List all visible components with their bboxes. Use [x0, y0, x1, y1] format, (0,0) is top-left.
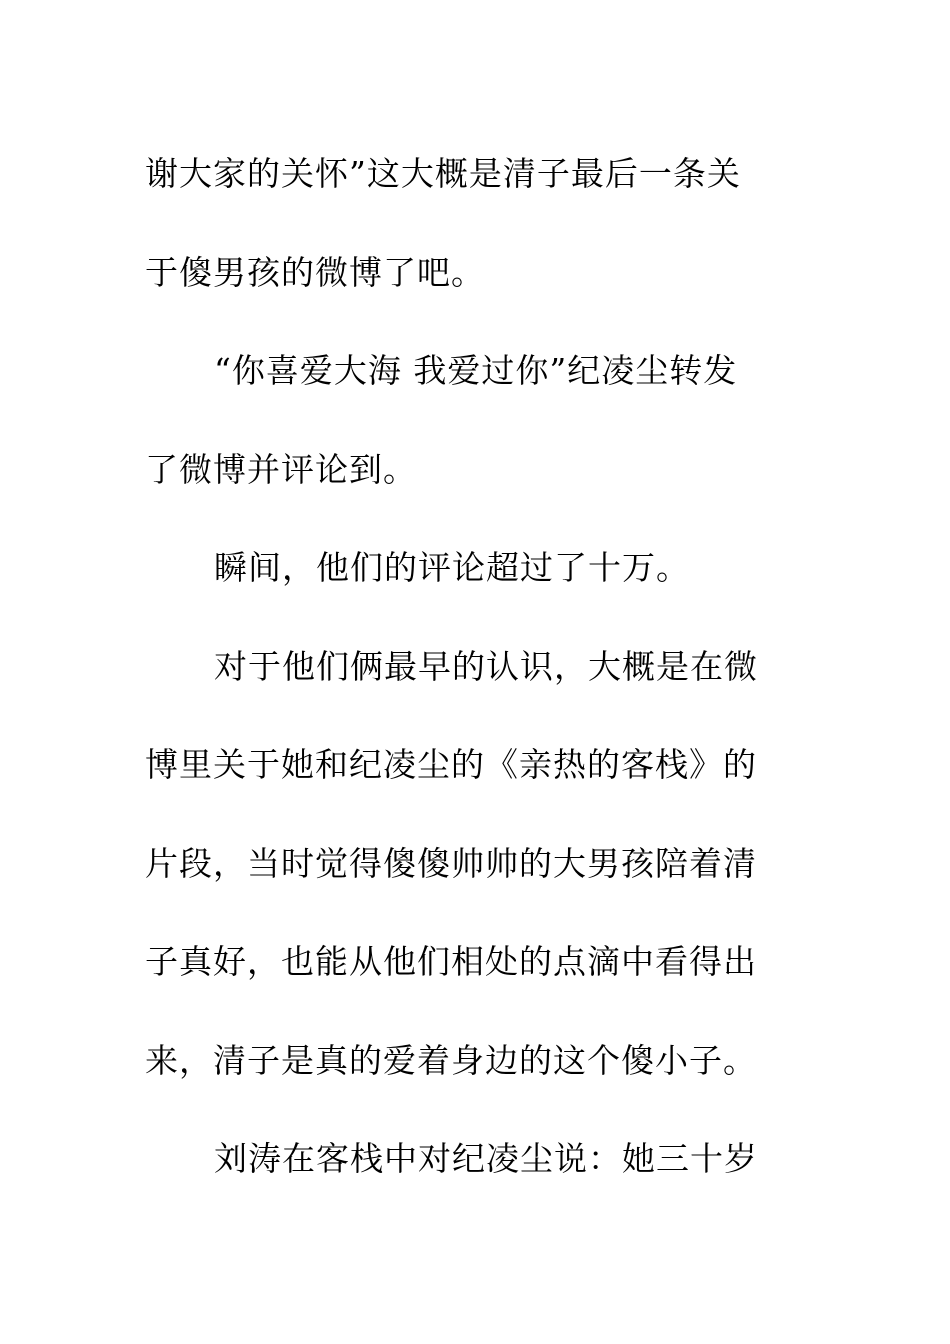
- text-line: 了微博并评论到。: [145, 449, 417, 489]
- text-line: 子真好，也能从他们相处的点滴中看得出: [145, 942, 757, 981]
- text-line: 来，清子是真的爱着身边的这个傻小子。: [145, 1040, 757, 1080]
- text-line: “你喜爱大海 我爱过你”纪凌尘转发: [214, 351, 738, 390]
- text-line: 瞬间，他们的评论超过了十万。: [214, 548, 690, 587]
- text-line: 谢大家的关怀”这大概是清子最后一条关: [145, 154, 741, 193]
- text-line: 于傻男孩的微博了吧。: [145, 252, 485, 292]
- body-text: [145, 125, 805, 1209]
- text-line: 片段，当时觉得傻傻帅帅的大男孩陪着清: [145, 843, 757, 883]
- text-line: 刘涛在客栈中对纪凌尘说：她三十岁: [214, 1139, 758, 1178]
- text-line: 博里关于她和纪凌尘的《亲热的客栈》的: [145, 745, 757, 784]
- text-line: 对于他们俩最早的认识，大概是在微: [214, 646, 758, 686]
